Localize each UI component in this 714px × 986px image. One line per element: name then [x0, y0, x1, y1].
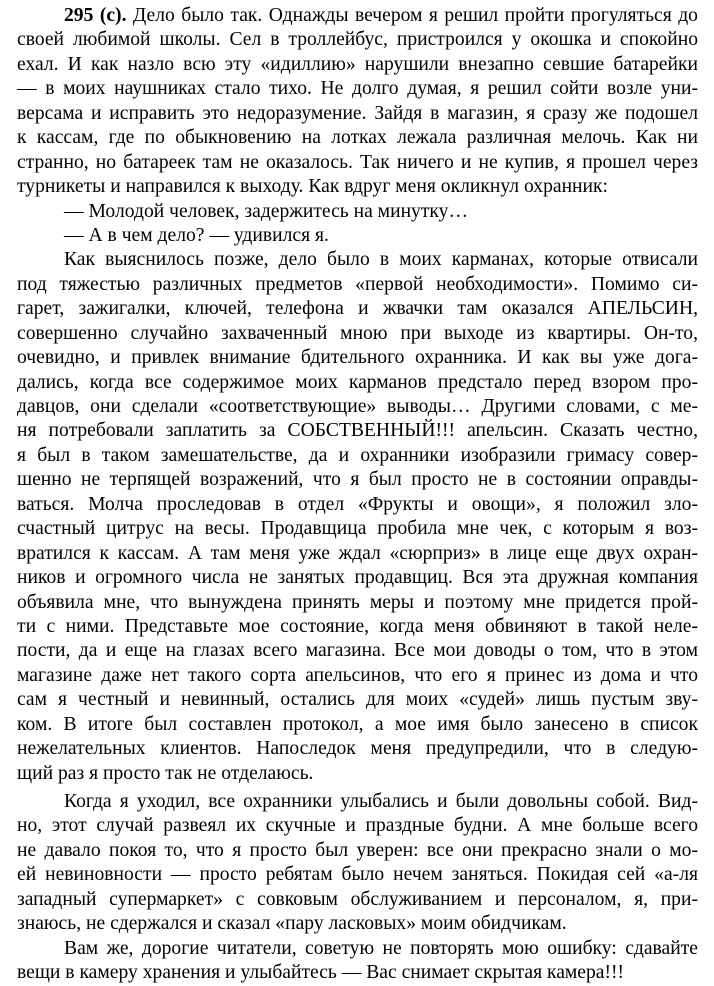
text-line: — Молодой человек, задержитесь на минутку…	[64, 200, 469, 222]
text-line: шенно не терпящей возражений, что я был просто не в состоянии оправды-	[17, 469, 698, 491]
text-line: я был в таком замешательстве, да и охранники изобразили гримасу совер-	[17, 444, 698, 466]
text-line: ня потребовали заплатить за СОБСТВЕННЫЙ!!! апельсин. Сказать честно,	[17, 420, 698, 442]
text-line: ей невиновности — просто ребятам было нечем заняться. Покидая сей «а-ля	[17, 864, 698, 886]
text-line: очевидно, и привлек внимание бдительного охранника. И как вы уже дога-	[17, 347, 698, 369]
paragraph	[17, 790, 698, 937]
text-line: под тяжестью различных предметов «первой необходимости». Помимо си-	[17, 273, 698, 295]
text-line: — А в чем дело? — удивился я.	[64, 224, 329, 246]
text-line	[17, 4, 698, 28]
dialogue-line	[17, 224, 698, 248]
text-line: ников и огромного числа не занятых продавщиц. Вся эта дружная компания	[17, 567, 698, 589]
text-line: Как выяснилось позже, дело было в моих карманах, которые отвисали	[64, 249, 698, 271]
text-line: Вам же, дорогие читатели, советую не повторять мою ошибку: сдавайте	[64, 937, 698, 959]
text-line: турникеты и направился к выходу. Как вдруг меня окликнул охранник:	[17, 176, 608, 198]
text-line: нежелательных клиентов. Напоследок меня предупредили, что в следую-	[17, 738, 698, 760]
text-line: совершенно случайно захваченный мною при выходе из квартиры. Он-то,	[17, 322, 698, 344]
text-line: версама и исправить это недоразумение. Зайдя в магазин, я сразу же подошел	[17, 102, 698, 124]
text-line: вещи в камеру хранения и улыбайтесь — Вас снимает скрытая камера!!!	[17, 962, 625, 984]
text-line: ваться. Молча проследовав в отдел «Фрукты и овощи», я положил зло-	[17, 493, 698, 515]
text-line: — в моих наушниках стало тихо. Не долго думая, я решил сойти возле уни-	[17, 78, 698, 100]
text-line: счастный цитрус на весы. Продавщица пробила мне чек, с которым я воз-	[17, 518, 698, 540]
text-line: пости, да и еще на глазах всего магазина. Все мои доводы о том, что в этом	[17, 640, 698, 662]
paragraph	[17, 248, 698, 786]
text-line: вратился к кассам. А там меня уже ждал «сюрприз» в лице еще двух охран-	[17, 542, 698, 564]
text-line: ти с ними. Представьте мое состояние, когда меня обвиняют в такой неле-	[17, 615, 698, 637]
text-line: объявила мне, что вынуждена принять меры и поэтому мне придется прой-	[17, 591, 698, 613]
text-line: ехал. И как назло всю эту «идиллию» нарушили внезапно севшие батарейки	[17, 53, 698, 75]
text-line: щий раз я просто так не отделаюсь.	[17, 762, 314, 784]
paragraph	[17, 4, 698, 200]
text-line: ком. В итоге был составлен протокол, а мое имя было занесено в список	[17, 713, 698, 735]
paragraph	[17, 937, 698, 986]
exercise-number: 295 (с).	[64, 5, 127, 26]
text-line: сам я честный и невинный, остались для моих «судей» лишь пустым зву-	[17, 689, 698, 711]
text-fragment: Дело было так. Однажды вечером я решил пройти прогуляться до	[126, 5, 698, 26]
text-line: к кассам, где по обыкновению на лотках лежала различная мелочь. Как ни	[17, 127, 698, 149]
document-page	[17, 4, 698, 986]
text-line: не давало покоя то, что я просто был уверен: все они прекрасно знали о мо-	[17, 839, 698, 861]
text-line: но, этот случай развеял их скучные и праздные будни. А мне больше всего	[17, 815, 698, 837]
text-line: давцов, они сделали «соответствующие» выводы… Другими словами, с ме-	[17, 396, 698, 417]
text-line: магазине даже нет такого сорта апельсинов, что его я принес из дома и что	[17, 664, 698, 686]
dialogue-line	[17, 200, 698, 224]
text-line: Когда я уходил, все охранники улыбались и были довольны собой. Вид-	[64, 791, 698, 812]
text-line: западный супермаркет» с совковым обслуживанием и персоналом, я, при-	[17, 888, 698, 910]
text-line: своей любимой школы. Сел в троллейбус, пристроился у окошка и спокойно	[17, 29, 698, 51]
text-line: знаюсь, не сдержался и сказал «пару ласковых» моим обидчикам.	[17, 913, 567, 935]
text-line: странно, но батареек там не оказалось. Так ничего и не купив, я прошел через	[17, 151, 698, 173]
text-line: дались, когда все содержимое моих карманов предстало перед взором про-	[17, 371, 698, 393]
text-line: гарет, зажигалки, ключей, телефона и жвачки там оказался АПЕЛЬСИН,	[17, 298, 698, 320]
